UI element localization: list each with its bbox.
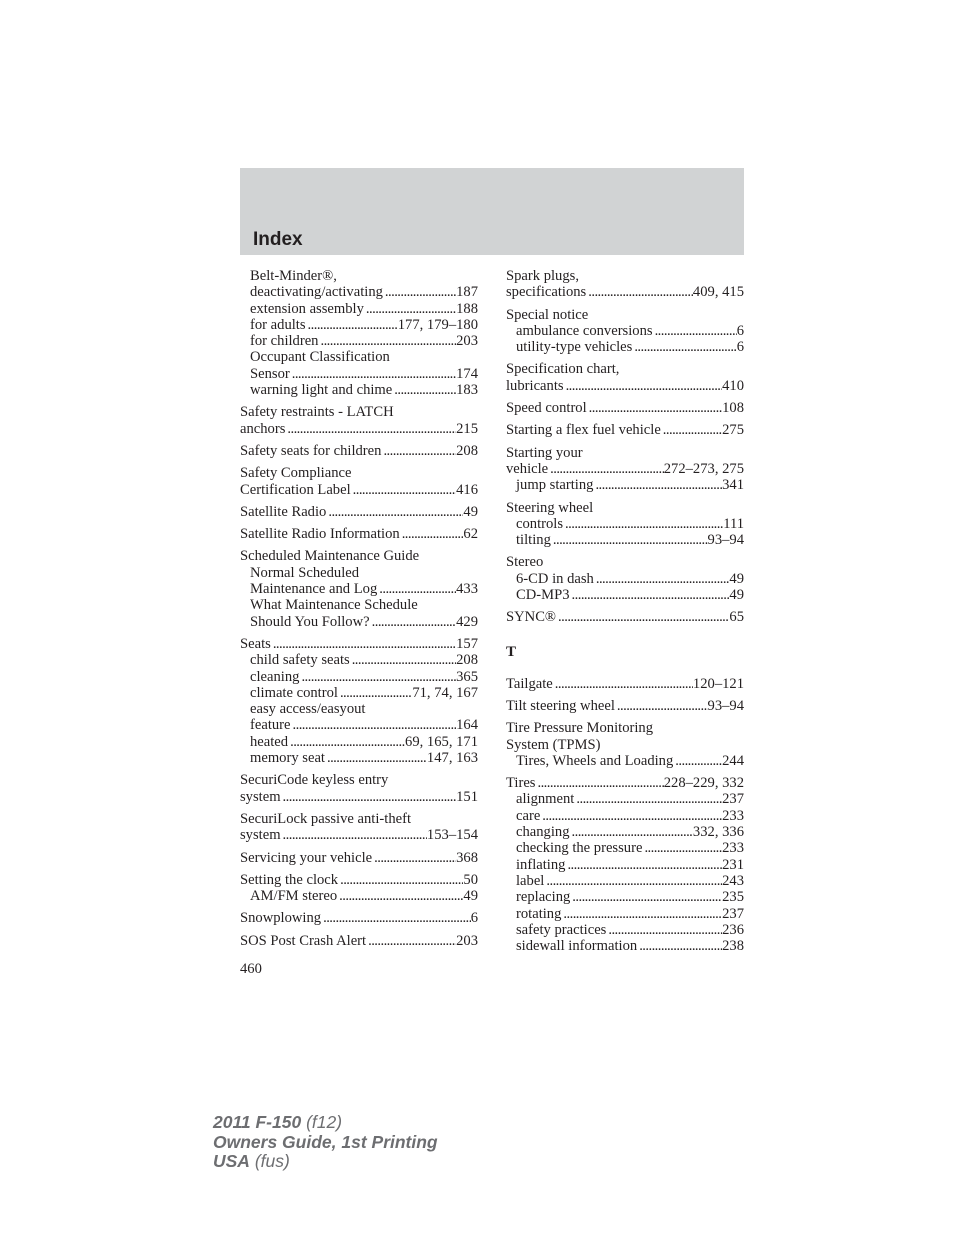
index-entry-line	[240, 910, 478, 926]
entry-page-reference: 65	[729, 609, 744, 626]
index-entry	[240, 465, 478, 498]
entry-term: vehicle	[506, 460, 549, 477]
index-subentry-line	[506, 516, 744, 532]
dot-leader	[281, 789, 457, 805]
index-subentry-line	[240, 597, 478, 613]
index-entry-line	[506, 554, 744, 570]
index-entry-line	[506, 268, 744, 284]
dot-leader	[321, 910, 471, 926]
index-subentry-line	[240, 317, 478, 333]
entry-page-reference: 272–273, 275	[663, 460, 744, 477]
index-subentry-line	[506, 477, 744, 493]
entry-page-reference: 62	[463, 526, 478, 543]
entry-page-reference: 243	[722, 872, 744, 889]
entry-term: What Maintenance Schedule	[250, 597, 418, 614]
entry-term: Special notice	[506, 306, 589, 323]
entry-page-reference: 409, 415	[692, 284, 744, 301]
index-entry	[240, 526, 478, 542]
index-subentry-line	[506, 889, 744, 905]
entry-page-reference: 233	[722, 840, 744, 857]
dot-leader	[383, 284, 456, 300]
entry-term: safety practices	[516, 921, 607, 938]
entry-page-reference: 164	[456, 717, 478, 734]
index-subentry-line	[240, 717, 478, 733]
dot-leader	[338, 685, 412, 701]
entry-page-reference: 49	[463, 503, 478, 520]
index-subentry-line	[506, 753, 744, 769]
entry-term: child safety seats	[250, 652, 350, 669]
dot-leader	[593, 477, 722, 493]
dot-leader	[325, 750, 427, 766]
dot-leader	[306, 317, 398, 333]
entry-term: checking the pressure	[516, 840, 643, 857]
entry-page-reference: 93–94	[707, 697, 744, 714]
entry-term: changing	[516, 824, 570, 841]
entry-page-reference: 237	[722, 905, 744, 922]
index-entry	[240, 404, 478, 437]
entry-page-reference: 120–121	[692, 675, 744, 692]
entry-term: deactivating/activating	[250, 284, 383, 301]
entry-term: for children	[250, 333, 319, 350]
index-entry	[240, 872, 478, 905]
entry-term: Certification Label	[240, 481, 351, 498]
dot-leader	[392, 382, 456, 398]
index-entry-line	[240, 850, 478, 866]
entry-page-reference: 188	[456, 300, 478, 317]
entry-term: Should You Follow?	[250, 613, 370, 630]
entry-page-reference: 108	[722, 400, 744, 417]
dot-leader	[586, 284, 693, 300]
entry-page-reference: 187	[456, 284, 478, 301]
dot-leader	[551, 532, 708, 548]
entry-page-reference: 6	[736, 322, 744, 339]
dot-leader	[606, 922, 722, 938]
dot-leader	[370, 614, 456, 630]
dot-leader	[544, 873, 722, 889]
index-entry-line	[240, 465, 478, 481]
entry-page-reference: 93–94	[707, 532, 744, 549]
entry-page-reference: 231	[722, 856, 744, 873]
index-entry-line	[506, 775, 744, 791]
index-entry	[240, 933, 478, 949]
entry-page-reference: 236	[722, 921, 744, 938]
index-entry-line	[506, 609, 744, 625]
entry-term: Snowplowing	[240, 910, 322, 927]
dot-leader	[535, 775, 663, 791]
index-column-right	[506, 268, 744, 960]
entry-term: climate control	[250, 684, 338, 701]
entry-term: replacing	[516, 889, 571, 906]
entry-term: AM/FM stereo	[250, 888, 338, 905]
index-subentry-line	[506, 938, 744, 954]
entry-term: Starting a flex fuel vehicle	[506, 422, 661, 439]
entry-page-reference: 49	[463, 888, 478, 905]
index-subentry-line	[240, 284, 478, 300]
dot-leader	[561, 906, 722, 922]
entry-term: Tilt steering wheel	[506, 697, 615, 714]
entry-page-reference: 275	[722, 422, 744, 439]
dot-leader	[637, 938, 722, 954]
index-subentry-line	[506, 323, 744, 339]
entry-term: System (TPMS)	[506, 736, 601, 753]
entry-term: Satellite Radio Information	[240, 526, 400, 543]
dot-leader	[565, 857, 722, 873]
entry-page-reference: 215	[456, 420, 478, 437]
entry-term: Sensor	[250, 365, 290, 382]
entry-term: Safety Compliance	[240, 465, 352, 482]
entry-term: controls	[516, 515, 564, 532]
entry-term: Tires	[506, 775, 536, 792]
index-entry	[506, 609, 744, 625]
index-entry-line	[506, 307, 744, 323]
entry-page-reference: 71, 74, 167	[412, 684, 478, 701]
index-entry-line	[506, 461, 744, 477]
index-subentry-line	[506, 824, 744, 840]
index-entry-line	[240, 443, 478, 459]
entry-page-reference: 6	[736, 339, 744, 356]
index-entry	[506, 268, 744, 301]
entry-term: system	[240, 788, 281, 805]
entry-page-reference: 208	[456, 652, 478, 669]
index-subentry-line	[506, 532, 744, 548]
entry-page-reference: 235	[722, 889, 744, 906]
entry-page-reference: 111	[723, 515, 744, 532]
entry-term: Scheduled Maintenance Guide	[240, 548, 420, 565]
index-entry-line	[240, 789, 478, 805]
index-entry-line	[240, 933, 478, 949]
dot-leader	[556, 609, 729, 625]
entry-page-reference: 244	[722, 752, 744, 769]
index-entry-line	[240, 421, 478, 437]
entry-page-reference: 203	[456, 333, 478, 350]
entry-page-reference: 157	[456, 635, 478, 652]
entry-term: ambulance conversions	[516, 322, 653, 339]
entry-term: cleaning	[250, 668, 300, 685]
dot-leader	[653, 323, 737, 339]
entry-term: anchors	[240, 420, 286, 437]
dot-leader	[564, 378, 723, 394]
index-entry-line	[506, 720, 744, 736]
entry-page-reference: 174	[456, 365, 478, 382]
entry-term: Tailgate	[506, 675, 553, 692]
index-subentry-line	[506, 339, 744, 355]
entry-term: Normal Scheduled	[250, 564, 360, 581]
entry-page-reference: 237	[722, 791, 744, 808]
entry-term: Stereo	[506, 554, 544, 571]
entry-term: lubricants	[506, 377, 564, 394]
index-subentry-line	[506, 571, 744, 587]
index-entry-line	[240, 526, 478, 542]
index-entry	[506, 307, 744, 356]
index-entry	[240, 850, 478, 866]
entry-term: Speed control	[506, 400, 587, 417]
entry-term: heated	[250, 733, 289, 750]
dot-leader	[570, 824, 693, 840]
dot-leader	[288, 734, 405, 750]
entry-term: 6-CD in dash	[516, 570, 594, 587]
footer-model-code: (f12)	[306, 1112, 343, 1132]
entry-term: Seats	[240, 635, 271, 652]
index-subentry-line	[506, 808, 744, 824]
entry-page-reference: 416	[456, 481, 478, 498]
dot-leader	[540, 808, 722, 824]
index-subentry-line	[506, 857, 744, 873]
index-title: Index	[253, 229, 303, 250]
entry-page-reference: 368	[456, 849, 478, 866]
entry-term: Safety restraints - LATCH	[240, 404, 394, 421]
index-entry-line	[240, 827, 478, 843]
entry-term: rotating	[516, 905, 562, 922]
dot-leader	[351, 482, 456, 498]
entry-term: extension assembly	[250, 300, 364, 317]
section-letter: T	[506, 643, 517, 660]
entry-term: Safety seats for children	[240, 442, 382, 459]
entry-page-reference: 151	[456, 788, 478, 805]
dot-leader	[337, 888, 463, 904]
index-entry-line	[240, 811, 478, 827]
dot-leader	[364, 301, 456, 317]
footer-publication-info	[213, 1113, 438, 1172]
entry-term: feature	[250, 717, 291, 734]
index-entry-line	[506, 400, 744, 416]
dot-leader	[372, 850, 456, 866]
index-entry	[240, 443, 478, 459]
index-subentry-line	[240, 734, 478, 750]
index-subentry-line	[506, 873, 744, 889]
footer-region-code: (fus)	[254, 1151, 290, 1171]
entry-term: Spark plugs,	[506, 268, 579, 284]
index-entry	[240, 772, 478, 805]
dot-leader	[632, 339, 736, 355]
entry-page-reference: 153–154	[426, 827, 478, 844]
footer-model: 2011 F-150	[213, 1112, 302, 1132]
index-subentry-line	[506, 906, 744, 922]
dot-leader	[587, 400, 722, 416]
entry-term: inflating	[516, 856, 566, 873]
dot-leader	[548, 461, 664, 477]
entry-term: SOS Post Crash Alert	[240, 932, 367, 949]
entry-term: SecuriLock passive anti-theft	[240, 810, 412, 827]
index-entry-line	[506, 422, 744, 438]
dot-leader	[642, 840, 722, 856]
index-header-band	[240, 168, 744, 255]
dot-leader	[291, 717, 457, 733]
entry-page-reference: 50	[463, 871, 478, 888]
index-entry-line	[506, 361, 744, 377]
index-entry-line	[506, 698, 744, 714]
dot-leader	[594, 571, 730, 587]
entry-page-reference: 49	[729, 570, 744, 587]
index-entry	[506, 422, 744, 438]
dot-leader	[271, 636, 456, 652]
entry-term: for adults	[250, 316, 306, 333]
entry-page-reference: 208	[456, 442, 478, 459]
entry-term: Occupant Classification	[250, 349, 390, 366]
index-subentry-line	[240, 652, 478, 668]
dot-leader	[281, 827, 427, 843]
entry-page-reference: 365	[456, 668, 478, 685]
dot-leader	[377, 581, 456, 597]
footer-line-model	[213, 1113, 438, 1133]
footer-line-guide	[213, 1133, 438, 1153]
entry-page-reference: 69, 165, 171	[405, 733, 478, 750]
index-entry	[240, 268, 478, 398]
index-subentry-line	[506, 587, 744, 603]
index-entry-line	[240, 772, 478, 788]
dot-leader	[570, 889, 722, 905]
index-entry	[506, 361, 744, 394]
footer-region: USA	[213, 1151, 250, 1171]
dot-leader	[299, 669, 456, 685]
page-number: 460	[240, 961, 262, 977]
entry-term: easy access/easyout	[250, 701, 366, 718]
entry-page-reference: 147, 163	[426, 750, 478, 767]
entry-term: SYNC®	[506, 609, 557, 626]
entry-term: specifications	[506, 284, 587, 301]
dot-leader	[290, 366, 456, 382]
index-entry-line	[240, 872, 478, 888]
entry-page-reference: 6	[470, 910, 478, 927]
dot-leader	[615, 698, 708, 714]
index-column-left	[240, 268, 478, 955]
index-entry	[240, 636, 478, 766]
index-subentry-line	[240, 701, 478, 717]
index-subentry-line	[240, 382, 478, 398]
index-entry	[240, 910, 478, 926]
entry-page-reference: 203	[456, 932, 478, 949]
index-entry-line	[506, 378, 744, 394]
entry-page-reference: 341	[722, 477, 744, 494]
index-entry	[506, 720, 744, 769]
entry-term: Tire Pressure Monitoring	[506, 720, 654, 737]
index-entry	[240, 811, 478, 844]
dot-leader	[553, 676, 693, 692]
index-subentry-line	[506, 840, 744, 856]
entry-term: jump starting	[516, 477, 594, 494]
entry-term: warning light and chime	[250, 382, 393, 399]
entry-page-reference: 183	[456, 382, 478, 399]
entry-term: Servicing your vehicle	[240, 849, 373, 866]
index-subentry-line	[240, 669, 478, 685]
entry-term: Tires, Wheels and Loading	[516, 752, 674, 769]
dot-leader	[381, 443, 456, 459]
entry-term: sidewall information	[516, 938, 638, 955]
dot-leader	[326, 504, 463, 520]
entry-term: CD-MP3	[516, 587, 570, 604]
entry-term: system	[240, 827, 281, 844]
entry-term: Starting your	[506, 444, 583, 461]
entry-page-reference: 410	[722, 377, 744, 394]
dot-leader	[574, 791, 722, 807]
index-entry	[506, 554, 744, 603]
dot-leader	[563, 516, 723, 532]
index-subentry-line	[240, 685, 478, 701]
entry-term: utility-type vehicles	[516, 339, 633, 356]
dot-leader	[318, 333, 456, 349]
entry-page-reference: 233	[722, 807, 744, 824]
index-entry	[240, 548, 478, 629]
footer-guide: Owners Guide, 1st Printing	[213, 1131, 438, 1152]
dot-leader	[366, 933, 456, 949]
dot-leader	[400, 526, 464, 542]
index-entry	[506, 698, 744, 714]
index-subentry-line	[506, 791, 744, 807]
entry-term: tilting	[516, 532, 551, 549]
index-entry-line	[506, 445, 744, 461]
index-entry-line	[506, 284, 744, 300]
dot-leader	[661, 422, 722, 438]
index-entry	[506, 676, 744, 692]
index-subentry-line	[240, 301, 478, 317]
dot-leader	[350, 652, 456, 668]
index-entry-line	[240, 636, 478, 652]
index-entry-line	[506, 737, 744, 753]
dot-leader	[338, 872, 463, 888]
entry-term: Steering wheel	[506, 499, 594, 516]
entry-term: alignment	[516, 791, 575, 808]
index-entry-line	[240, 548, 478, 564]
entry-term: care	[516, 807, 541, 824]
index-subentry-line	[240, 268, 478, 284]
index-subentry-line	[240, 333, 478, 349]
entry-page-reference: 49	[729, 587, 744, 604]
entry-term: Satellite Radio	[240, 503, 327, 520]
dot-leader	[285, 421, 456, 437]
entry-term: Maintenance and Log	[250, 581, 378, 598]
index-subentry-line	[240, 750, 478, 766]
entry-term: Specification chart,	[506, 361, 620, 378]
entry-page-reference: 332, 336	[692, 824, 744, 841]
footer-line-region	[213, 1152, 438, 1172]
index-entry-line	[240, 482, 478, 498]
index-subentry-line	[240, 581, 478, 597]
index-entry	[506, 445, 744, 494]
entry-term: Setting the clock	[240, 871, 339, 888]
index-entry	[240, 504, 478, 520]
index-entry-line	[240, 404, 478, 420]
entry-term: label	[516, 872, 545, 889]
index-entry	[506, 400, 744, 416]
entry-page-reference: 238	[722, 938, 744, 955]
index-entry	[506, 775, 744, 954]
entry-page-reference: 228–229, 332	[663, 775, 744, 792]
index-entry	[506, 500, 744, 549]
index-subentry-line	[240, 366, 478, 382]
index-subentry-line	[240, 888, 478, 904]
index-subentry-line	[240, 565, 478, 581]
entry-term: Belt-Minder®,	[250, 268, 337, 284]
index-entry-line	[240, 504, 478, 520]
entry-term: memory seat	[250, 750, 325, 767]
index-subentry-line	[506, 922, 744, 938]
index-subentry-line	[240, 349, 478, 365]
dot-leader	[570, 587, 730, 603]
index-subentry-line	[240, 614, 478, 630]
entry-page-reference: 177, 179–180	[397, 316, 478, 333]
dot-leader	[673, 753, 722, 769]
entry-term: SecuriCode keyless entry	[240, 772, 389, 789]
entry-page-reference: 433	[456, 581, 478, 598]
index-entry-line	[506, 676, 744, 692]
index-entry-line	[506, 500, 744, 516]
entry-page-reference: 429	[456, 613, 478, 630]
